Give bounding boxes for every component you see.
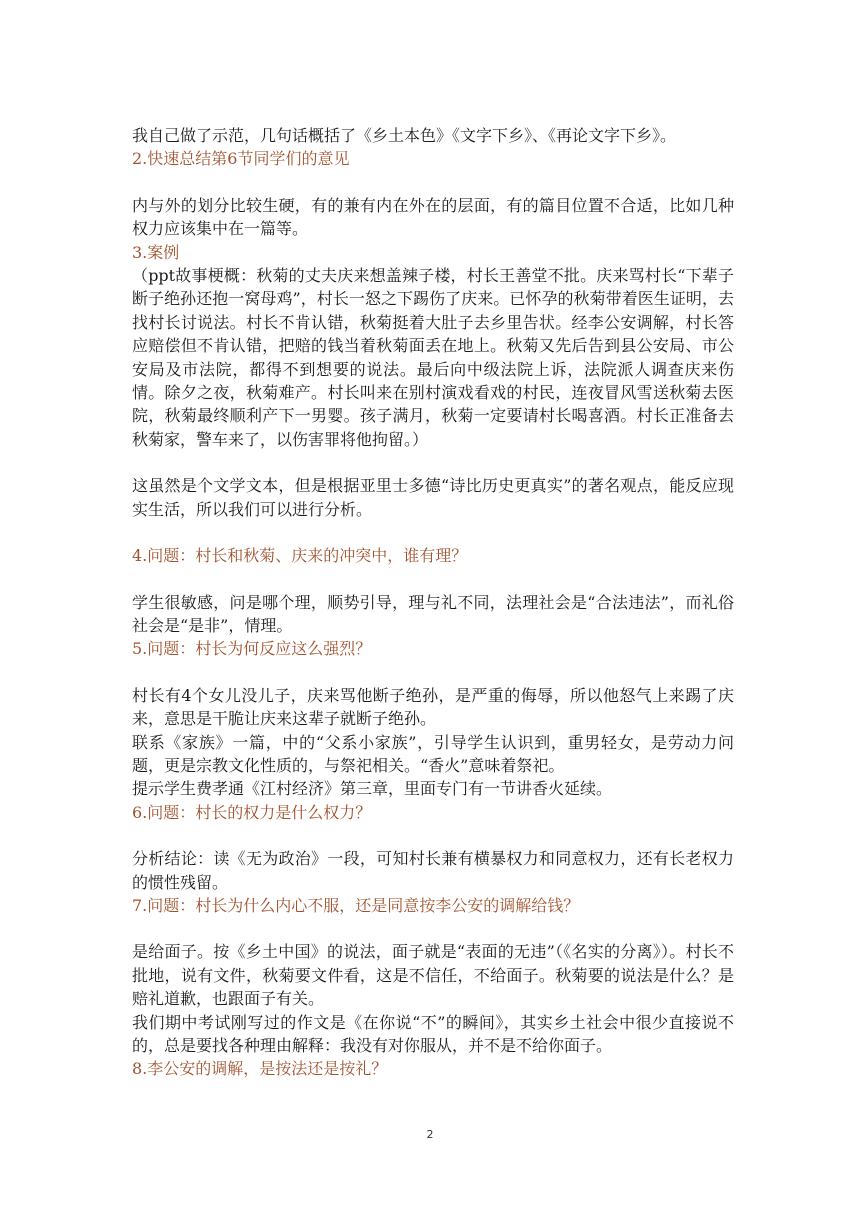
spacer bbox=[132, 451, 734, 474]
heading-section-8: 8.李公安的调解，是按法还是按礼？ bbox=[132, 1059, 388, 1079]
spacer bbox=[132, 824, 734, 847]
paragraph-essay-no: 我们期中考试刚写过的作文是《在你说“不”的瞬间》，其实乡土社会中很少直接说不的，总是要找各种理由解释：我没有对你服从，并不是不给你面子。 bbox=[132, 1012, 734, 1055]
paragraph-power-analysis: 分析结论：读《无为政治》一段，可知村长兼有横暴权力和同意权力，还有长老权力的惯性残留。 bbox=[132, 849, 734, 892]
paragraph-village-head-reaction: 村长有4个女儿没儿子，庆来骂他断子绝孙，是严重的侮辱，所以他怒气上来踢了庆来，意思是干脆让庆来这辈子就断子绝孙。 bbox=[132, 685, 734, 729]
spacer bbox=[132, 568, 734, 591]
paragraph-case-story: （ppt故事梗概：秋菊的丈夫庆来想盖辣子楼，村长王善堂不批。庆来骂村长“下辈子断子绝孙还抱一窝母鸡”，村长一怒之下踢伤了庆来。已怀孕的秋菊带着医生证明，去找村长讨说法。村长不肯认错，秋菊挺着大肚子去乡里告状。经李公安调解，村长答应赔偿但不肯认错，把赔的钱当着秋菊面丢在地上。秋菊又先后告到县公安局、市公安局及市法院，都得不到想要的说法。最后向中级法院上诉，法院派人调查庆来伤情。除夕之夜，秋菊难产。村长叫来在别村演戏看戏的村民，连夜冒风雪送秋菊去医院，秋菊最终顺利产下一男婴。孩子满月，秋菊一定要请村长喝喜酒。村长正准备去秋菊家，警车来了，以伤害罪将他拘留。） bbox=[132, 266, 734, 449]
paragraph-summary-demo: 我自己做了示范，几句话概括了《乡土本色》《文字下乡》、《再论文字下乡》。 bbox=[132, 126, 677, 145]
heading-section-2: 2.快速总结第6节同学们的意见 bbox=[132, 149, 350, 169]
spacer bbox=[132, 661, 734, 684]
heading-section-7: 7.问题：村长为什么内心不服，还是同意按李公安的调解给钱？ bbox=[132, 895, 580, 915]
heading-section-3: 3.案例 bbox=[132, 242, 180, 262]
paragraph-literary-text: 这虽然是个文学文本，但是根据亚里士多德“诗比历史更真实”的著名观点，能反应现实生活，所以我们可以进行分析。 bbox=[132, 476, 734, 519]
paragraph-reason-vs-rite: 学生很敏感，问是哪个理，顺势引导，理与礼不同，法理社会是“合法违法”，而礼俗社会是“是非”，情理。 bbox=[132, 592, 734, 635]
heading-section-6: 6.问题：村长的权力是什么权力？ bbox=[132, 802, 372, 822]
spacer bbox=[132, 521, 734, 544]
page-number: 2 bbox=[426, 1128, 434, 1141]
paragraph-family-chapter: 联系《家族》一篇，中的“父系小家族”，引导学生认识到，重男轻女，是劳动力问题，更是宗教文化性质的，与祭祀相关。“香火”意味着祭祀。 bbox=[132, 732, 734, 775]
paragraph-jiangcun-economy: 提示学生费孝通《江村经济》第三章，里面专门有一节讲香火延续。 bbox=[132, 779, 613, 799]
spacer bbox=[132, 171, 734, 194]
heading-section-5: 5.问题：村长为何反应这么强烈？ bbox=[132, 639, 372, 659]
spacer bbox=[132, 917, 734, 940]
document-body bbox=[132, 124, 734, 1081]
heading-section-4: 4.问题：村长和秋菊、庆来的冲突中，谁有理？ bbox=[132, 546, 468, 566]
paragraph-opinions: 内与外的划分比较生硬，有的兼有内在外在的层面，有的篇目位置不合适，比如几种权力应该集中在一篇等。 bbox=[132, 195, 734, 239]
paragraph-face: 是给面子。按《乡土中国》的说法，面子就是“表面的无违”（《名实的分离》）。村长不批地，说有文件，秋菊要文件看，这是不信任，不给面子。秋菊要的说法是什么？是赔礼道歉，也跟面子有关。 bbox=[132, 942, 734, 1009]
